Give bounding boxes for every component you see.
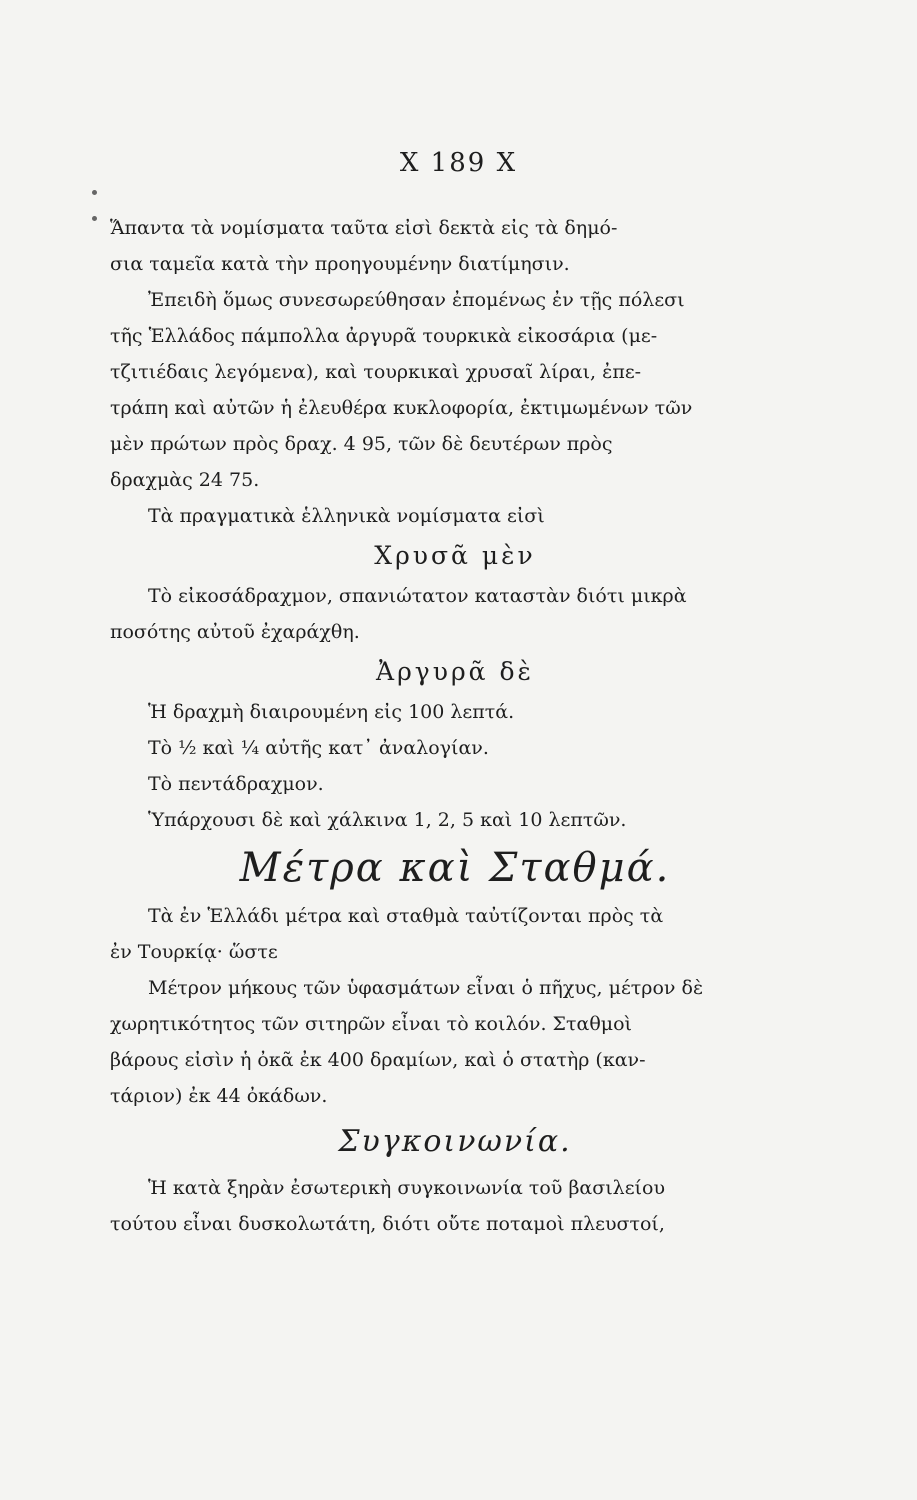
text-line: δραχμὰς 24 75. [110, 469, 260, 491]
text-line: Τὸ εἰκοσάδραχμον, σπανιώτατον καταστὰν διότι μικρὰ [148, 585, 687, 607]
subheading-gold: Χρυσᾶ μὲν [374, 541, 536, 570]
section-title-measures: Μέτρα καὶ Σταθμά. [239, 845, 671, 891]
text-line: Μέτρον μήκους τῶν ὑφασμάτων εἶναι ὁ πῆχυς, μέτρον δὲ [148, 977, 704, 999]
text-line: βάρους εἰσὶν ἡ ὀκᾶ ἐκ 400 δραμίων, καὶ ὁ στατὴρ (καν- [110, 1049, 646, 1071]
text-line: Ἡ κατὰ ξηρὰν ἐσωτερικὴ συγκοινωνία τοῦ βασιλείου [148, 1177, 665, 1199]
text-line: χωρητικότητος τῶν σιτηρῶν εἶναι τὸ κοιλόν. Σταθμοὶ [110, 1013, 632, 1035]
text-line: ποσότης αὐτοῦ ἐχαράχθη. [110, 621, 360, 643]
text-line: Τὰ πραγματικὰ ἑλληνικὰ νομίσματα εἰσὶ [148, 505, 545, 527]
text-line: Ἐπειδὴ ὅμως συνεσωρεύθησαν ἐπομένως ἐν τῇς πόλεσι [148, 289, 685, 311]
text-line: Ἡ δραχμὴ διαιρουμένη εἰς 100 λεπτά. [148, 701, 515, 723]
text-line: Ἅπαντα τὰ νομίσματα ταῦτα εἰσὶ δεκτὰ εἰς τὰ δημό- [110, 217, 618, 239]
text-line: τάριον) ἐκ 44 ὀκάδων. [110, 1085, 328, 1107]
text-line: τούτου εἶναι δυσκολωτάτη, διότι οὔτε ποταμοὶ πλευστοί, [110, 1213, 665, 1235]
text-line: τράπη καὶ αὐτῶν ἡ ἐλευθέρα κυκλοφορία, ἐκτιμωμένων τῶν [110, 397, 693, 419]
text-line: σια ταμεῖα κατὰ τὴν προηγουμένην διατίμησιν. [110, 253, 570, 275]
text-line: Τὰ ἐν Ἑλλάδι μέτρα καὶ σταθμὰ ταὐτίζονται πρὸς τὰ [148, 905, 664, 927]
text-line: Τὸ πεντάδραχμον. [148, 773, 324, 795]
ink-speck [92, 216, 97, 221]
text-line: τζιτιέδαις λεγόμενα), καὶ τουρκικαὶ χρυσαῖ λίραι, ἐπε- [110, 361, 642, 383]
section-title-communication: Συγκοινωνία. [338, 1124, 572, 1159]
text-line: Τὸ ½ καὶ ¼ αὐτῆς κατ᾽ ἀναλογίαν. [148, 737, 489, 759]
subheading-silver: Ἀργυρᾶ δὲ [376, 657, 534, 686]
text-line: τῆς Ἑλλάδος πάμπολλα ἀργυρᾶ τουρκικὰ εἰκοσάρια (με- [110, 325, 658, 347]
page-number-header: Χ 189 Χ [399, 148, 518, 178]
ink-speck [92, 190, 97, 195]
text-line: Ὑπάρχουσι δὲ καὶ χάλκινα 1, 2, 5 καὶ 10 λεπτῶν. [148, 809, 627, 831]
main-text [110, 210, 800, 1242]
text-line: ἐν Τουρκίᾳ· ὥστε [110, 941, 278, 963]
text-line: μὲν πρώτων πρὸς δραχ. 4 95, τῶν δὲ δευτέρων πρὸς [110, 433, 613, 455]
